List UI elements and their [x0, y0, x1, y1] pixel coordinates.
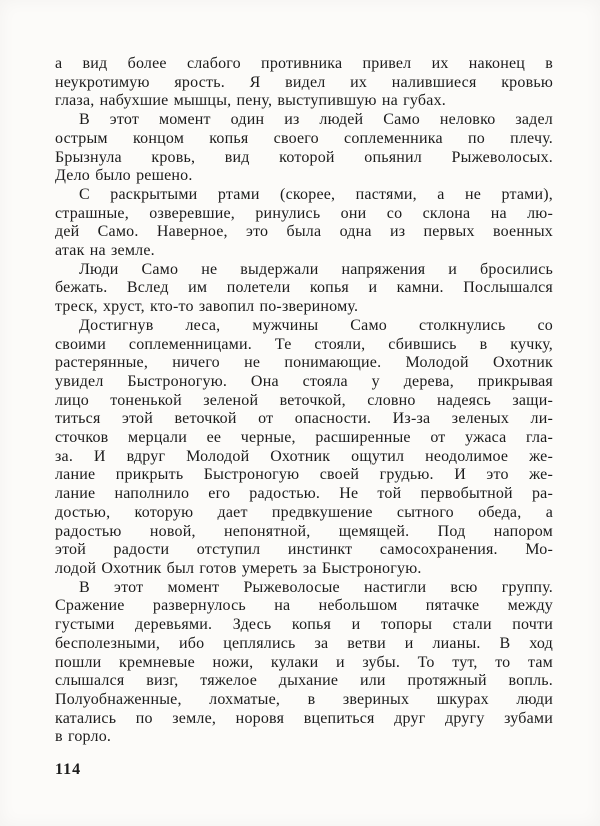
text-line: В этот момент один из людей Само неловко задел [79, 111, 553, 129]
text-block [55, 55, 553, 747]
text-line: этой радости отступил инстинкт самосохранения. Мо- [55, 541, 553, 559]
text-line: Дело было решено. [55, 167, 193, 185]
text-line: катались по земле, норовя вцепиться друг другу зубами [55, 709, 553, 727]
text-line: титься этой веточкой от опасности. Из-за зеленых ли- [55, 410, 553, 428]
text-line: Полуобнаженные, лохматые, в звериных шкурах люди [55, 690, 553, 708]
text-line: а вид более слабого противника привел их наконец в [55, 55, 553, 72]
text-line: растерянные, ничего не понимающие. Молодой Охотник [55, 354, 553, 372]
text-line: страшные, озверевшие, ринулись они со склона на лю- [55, 204, 553, 222]
text-line: лодой Охотник был готов умереть за Быстроногую. [55, 559, 422, 577]
text-line: острым концом копья своего соплеменника по плечу. [55, 129, 553, 147]
text-line: Брызнула кровь, вид которой опьянил Рыжеволосых. [55, 148, 553, 166]
text-line: своими соплеменницами. Те стояли, сбившись в кучку, [55, 335, 553, 353]
text-line: слышался визг, тяжелое дыхание или протяжный вопль. [55, 672, 553, 690]
text-line: достью, которую дает предвкушение сытного обеда, а [55, 503, 553, 521]
text-line: неукротимую ярость. Я видел их налившиеся кровью [55, 73, 553, 91]
text-line: глаза, набухшие мышцы, пену, выступившую на губах. [55, 92, 446, 110]
text-line: дей Само. Наверное, это была одна из первых военных [55, 223, 553, 241]
text-line: лание наполнило его радостью. Не той первобытной ра- [55, 485, 553, 503]
text-line: Люди Само не выдержали напряжения и бросились [79, 260, 553, 278]
text-line: в горло. [55, 728, 112, 746]
text-line: радостью новой, непонятной, щемящей. Под напором [55, 522, 553, 540]
text-line: Сражение развернулось на небольшом пятачке между [55, 597, 553, 615]
text-line: треск, хруст, кто-то завопил по-звериному. [55, 298, 359, 316]
text-line: лицо тоненькой зеленой веточкой, словно надеясь защи- [55, 391, 553, 409]
text-line: бесполезными, ибо цеплялись за ветви и лианы. В ход [55, 634, 553, 652]
text-line: В этот момент Рыжеволосые настигли всю группу. [79, 578, 553, 596]
text-line: сточков мерцали ее черные, расширенные от ужаса гла- [55, 429, 553, 447]
text-line: лание прикрыть Быстроногую своей грудью. И это же- [55, 466, 553, 484]
text-line: бежать. Вслед им полетели копья и камни. Послышался [55, 279, 553, 297]
text-line: С раскрытыми ртами (скорее, пастями, а не ртами), [79, 185, 553, 203]
text-line: Достигнув леса, мужчины Само столкнулись со [79, 316, 553, 334]
text-line: атак на земле. [55, 242, 155, 260]
text-line: увидел Быстроногую. Она стояла у дерева, прикрывая [55, 372, 553, 390]
text-line: пошли кремневые ножи, кулаки и зубы. То тут, то там [55, 653, 553, 671]
text-line: густыми деревьями. Здесь копья и топоры стали почти [55, 616, 553, 634]
page-number: 114 [55, 761, 82, 778]
text-line: за. И вдруг Молодой Охотник ощутил неодолимое же- [55, 447, 553, 465]
